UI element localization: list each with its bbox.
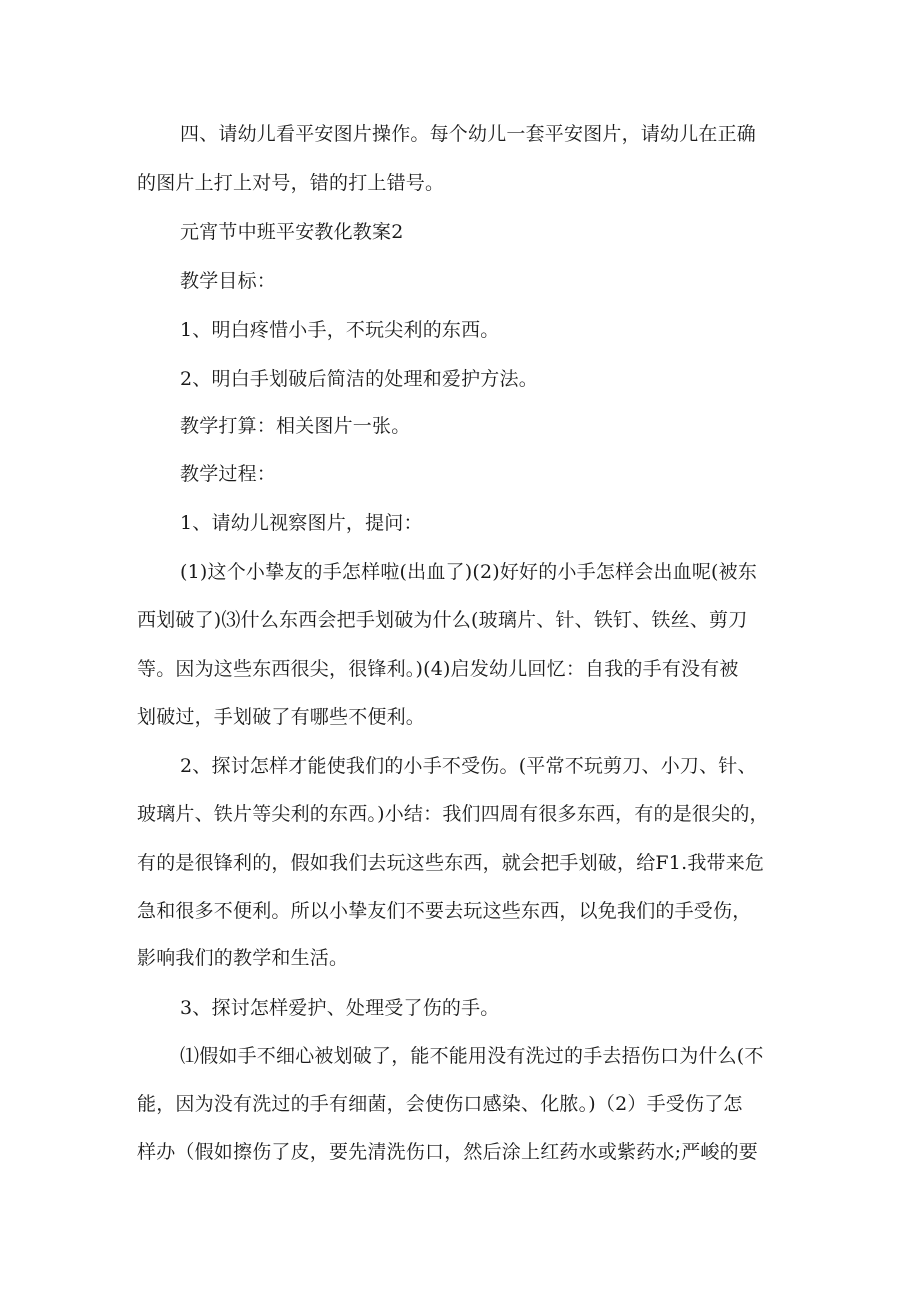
- paragraph-line: (1)这个小挚友的手怎样啦(出血了)(2)好好的小手怎样会出血呢(被东: [180, 561, 758, 583]
- paragraph-line: 的图片上打上对号，错的打上错号。: [137, 172, 445, 194]
- section-heading: 元宵节中班平安教化教案2: [180, 221, 404, 243]
- list-item: 2、明白手划破后简洁的处理和爱护方法。: [180, 368, 538, 390]
- list-item: 1、请幼儿视察图片，提问：: [180, 512, 423, 534]
- paragraph-line: 能，因为没有洗过的手有细菌，会使伤口感染、化脓。)（2）手受伤了怎: [137, 1093, 743, 1115]
- paragraph-line: 教学打算：相关图片一张。: [180, 415, 411, 437]
- paragraph-line: 西划破了)⑶什么东西会把手划破为什么(玻璃片、针、铁钉、铁丝、剪刀: [137, 609, 748, 631]
- paragraph-line: 四、请幼儿看平安图片操作。每个幼儿一套平安图片，请幼儿在正确: [180, 123, 757, 145]
- paragraph-line: 急和很多不便利。所以小挚友们不要去玩这些东西，以免我们的手受伤，: [137, 900, 752, 922]
- paragraph-line: 2、探讨怎样才能使我们的小手不受伤。(平常不玩剪刀、小刀、针、: [180, 755, 757, 777]
- paragraph-line: ⑴假如手不细心被划破了，能不能用没有洗过的手去捂伤口为什么(不: [180, 1045, 764, 1067]
- subheading-objectives: 教学目标：: [180, 270, 277, 292]
- paragraph-line: 有的是很锋利的，假如我们去玩这些东西，就会把手划破，给F1.我带来危: [137, 852, 765, 874]
- list-item: 1、明白疼惜小手，不玩尖利的东西。: [180, 319, 500, 341]
- subheading-process: 教学过程：: [180, 463, 277, 485]
- paragraph-line: 划破过，手划破了有哪些不便利。: [137, 706, 426, 728]
- paragraph-line: 玻璃片、铁片等尖利的东西。)小结：我们四周有很多东西，有的是很尖的，: [137, 803, 769, 825]
- paragraph-line: 样办（假如擦伤了皮，要先清洗伤口，然后涂上红药水或紫药水;严峻的要: [137, 1141, 759, 1163]
- paragraph-line: 等。因为这些东西很尖，很锋利。)(4)启发幼儿回忆：自我的手有没有被: [137, 658, 739, 680]
- list-item: 3、探讨怎样爱护、处理受了伤的手。: [180, 997, 500, 1019]
- paragraph-line: 影响我们的教学和生活。: [137, 947, 349, 969]
